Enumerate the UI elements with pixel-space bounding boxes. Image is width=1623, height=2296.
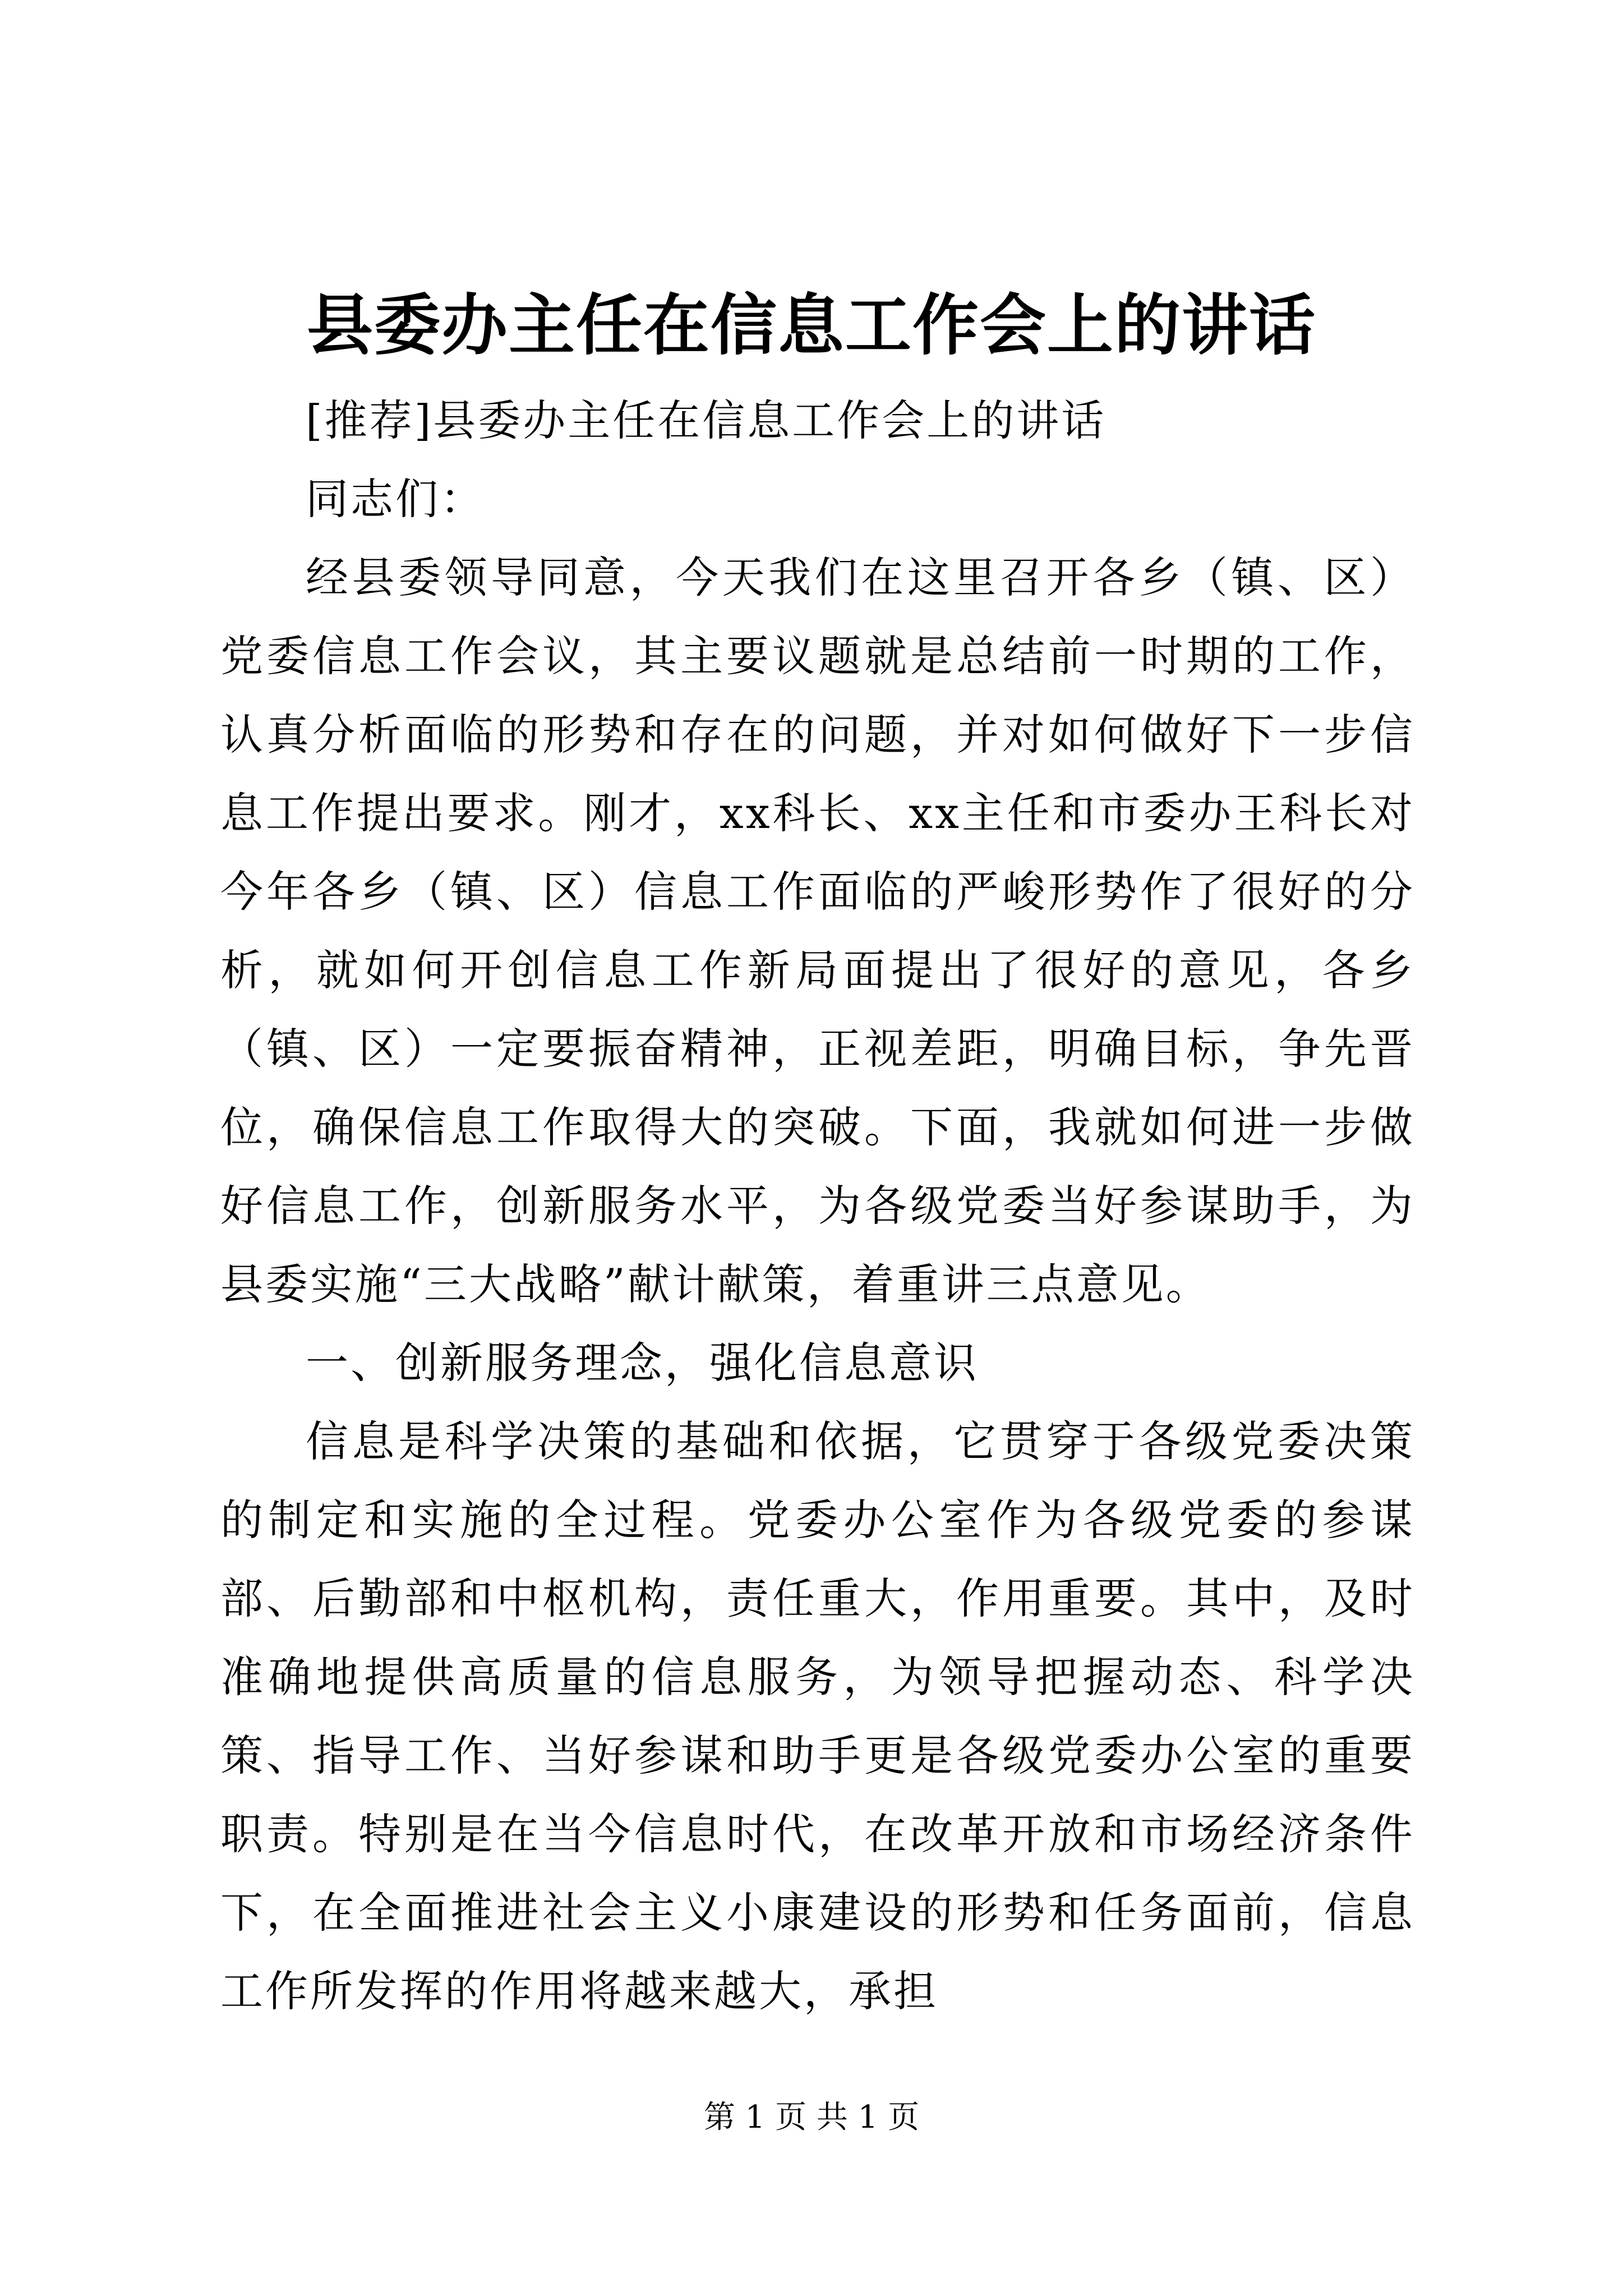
section-heading-one: 一、创新服务理念，强化信息意识 [306, 1338, 979, 1388]
paragraph-section-one: 信息是科学决策的基础和依据，它贯穿于各级党委决策的制定和实施的全过程。党委办公室作为各级党委的参谋部、后勤部和中枢机构，责任重大，作用重要。其中，及时准确地提供高质量的信息服务，为领导把握动态、科学决策、指导工作、当好参谋和助手更是各级党委办公室的重要职责。特别是在当今信息时代，在改革开放和市场经济条件下，在全面推进社会主义小康建设的形势和任务面前，信息工作所发挥的作用将越来越大，承担 [220, 1416, 1415, 2016]
paragraph-opening: 经县委领导同意，今天我们在这里召开各乡（镇、区）党委信息工作会议，其主要议题就是总结前一时期的工作，认真分析面临的形势和存在的问题，并对如何做好下一步信息工作提出要求。刚才，xx科长、xx主任和市委办王科长对今年各乡（镇、区）信息工作面临的严峻形势作了很好的分析，就如何开创信息工作新局面提出了很好的意见，各乡（镇、区）一定要振奋精神，正视差距，明确目标，争先晋位，确保信息工作取得大的突破。下面，我就如何进一步做好信息工作，创新服务水平，为各级党委当好参谋助手，为县委实施“三大战略”献计献策，着重讲三点意见。 [220, 553, 1415, 1309]
document-title: 县委办主任在信息工作会上的讲话 [306, 287, 1316, 364]
paragraph-salutation: 同志们： [306, 474, 485, 524]
document-body [220, 381, 1415, 2031]
paragraph-recommend-heading: [推荐]县委办主任在信息工作会上的讲话 [306, 395, 1106, 445]
page-footer: 第 1 页 共 1 页 [703, 2099, 920, 2136]
